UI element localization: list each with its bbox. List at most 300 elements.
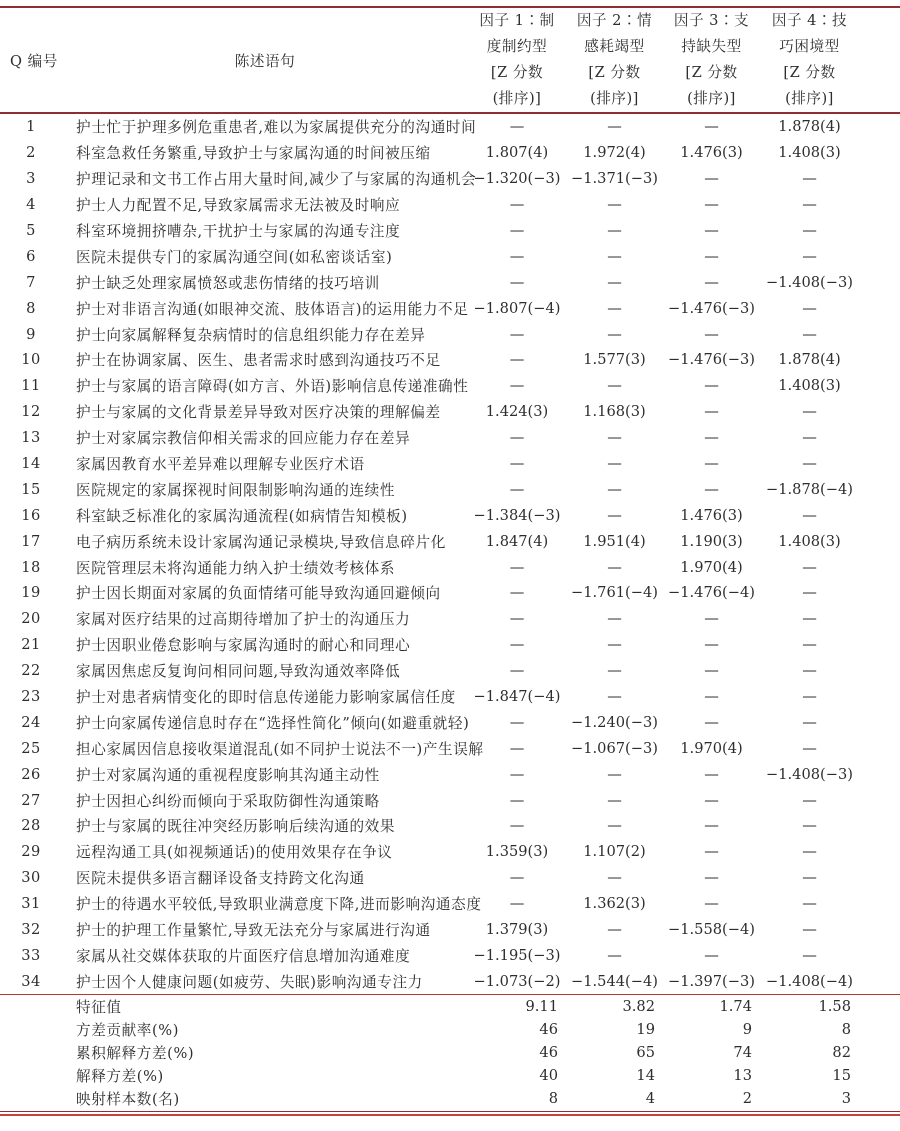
factor-2-value-cell: —	[607, 325, 622, 343]
factor-2-value-cell: —	[607, 480, 622, 498]
factor-1-value-cell: —	[509, 196, 525, 214]
q-number-cell: 10	[21, 351, 41, 369]
factor-1-value-cell: —	[509, 118, 525, 136]
table-row	[0, 813, 900, 839]
q-number-cell: 19	[21, 584, 41, 602]
factor-4-value-cell: —	[802, 843, 817, 861]
factor-3-value-cell: —	[704, 325, 719, 343]
spacer-cell	[859, 321, 900, 347]
factor-4-value-cell: −1.878(−4)	[766, 480, 853, 498]
spacer-cell	[859, 943, 900, 969]
table-row	[0, 761, 900, 787]
factor-4-value-cell: —	[802, 895, 817, 913]
factor-4-value-cell: −1.408(−4)	[766, 972, 853, 990]
factor-3-summary-cell: 1.74	[663, 995, 760, 1019]
statement-cell: 医院规定的家属探视时间限制影响沟通的连续性	[76, 481, 396, 499]
spacer-cell	[859, 295, 900, 321]
factor-4-column-header	[760, 8, 859, 113]
factor-4-value-cell: —	[802, 429, 817, 447]
factor-1-value-cell: —	[509, 558, 525, 576]
factor-2-value-cell: —	[607, 196, 622, 214]
factor-1-value-cell: −1.195(−3)	[473, 946, 561, 964]
spacer-cell	[859, 995, 900, 1019]
factor-4-value-cell: —	[802, 247, 817, 265]
q-number-cell: 1	[26, 118, 36, 136]
spacer-cell	[859, 425, 900, 451]
table-row	[0, 554, 900, 580]
factor-4-value-cell: −1.408(−3)	[766, 273, 853, 291]
factor-2-value-cell: −1.761(−4)	[571, 584, 658, 602]
factor-1-value-cell: −1.320(−3)	[473, 170, 561, 188]
factor-3-summary-cell: 9	[742, 1021, 752, 1039]
factor-2-value-cell: −1.544(−4)	[571, 972, 658, 990]
factor-1-value-cell: —	[509, 662, 525, 680]
factor-4-summary-cell: 82	[832, 1044, 851, 1062]
factor-4-summary-cell: 3	[841, 1090, 851, 1108]
factor-2-value-cell: 1.951(4)	[583, 532, 646, 550]
summary-row	[0, 1041, 900, 1064]
factor-3-value-cell: —	[704, 196, 719, 214]
q-number-cell: 7	[26, 273, 36, 291]
factor-3-value-cell: 1.476(3)	[680, 506, 743, 524]
table-row	[0, 839, 900, 865]
summary-label-cell: 特征值	[62, 995, 468, 1019]
table-row	[0, 425, 900, 451]
statement-cell: 家属因焦虑反复询问相同问题,导致沟通效率降低	[76, 663, 401, 681]
factor-1-value-cell: —	[509, 480, 525, 498]
q-number-cell: 17	[21, 532, 41, 550]
spacer-cell	[859, 1018, 900, 1041]
factor-4-value-cell: —	[802, 946, 817, 964]
spacer-cell	[859, 166, 900, 192]
statement-cell: 护士人力配置不足,导致家属需求无法被及时响应	[76, 197, 401, 215]
table-row	[0, 399, 900, 425]
factor-4-value-cell: 1.878(4)	[778, 351, 841, 369]
factor-4-value-cell: —	[802, 325, 817, 343]
q-number-cell: 15	[21, 480, 41, 498]
statement-cell: 护士因担心纠纷而倾向于采取防御性沟通策略	[76, 792, 380, 810]
factor-1-value-cell: —	[509, 584, 525, 602]
factor-header-line: 因子 2∶情	[576, 12, 653, 29]
factor-3-value-cell: —	[704, 429, 719, 447]
statement-cell: 科室环境拥挤嘈杂,干扰护士与家属的沟通专注度	[76, 223, 401, 240]
q-number-cell: 4	[26, 196, 36, 214]
factor-4-value-cell: —	[802, 636, 817, 654]
q-number-cell: 8	[26, 299, 36, 317]
spacer-cell	[859, 684, 900, 710]
spacer-cell	[859, 140, 900, 166]
factor-header-line: 因子 4∶技	[771, 12, 848, 29]
factor-4-value-cell: 1.408(3)	[778, 144, 841, 162]
table-row	[0, 606, 900, 632]
factor-4-value-cell: —	[802, 584, 817, 602]
factor-3-value-cell: —	[704, 480, 719, 498]
factor-1-value-cell: 1.424(3)	[485, 403, 549, 421]
statement-cell: 科室急救任务繁重,导致护士与家属沟通的时间被压缩	[76, 145, 431, 163]
factor-4-value-cell: 1.408(3)	[778, 377, 841, 395]
factor-2-value-cell: —	[607, 817, 622, 835]
factor-4-value-cell: —	[802, 610, 817, 628]
spacer-cell	[859, 735, 900, 761]
factor-1-value-cell: —	[509, 455, 525, 473]
q-number-cell: 3	[26, 170, 36, 188]
factor-3-value-cell: —	[704, 662, 719, 680]
table-bottom-double-rule	[0, 1111, 900, 1116]
factor-4-value-cell: —	[802, 455, 817, 473]
table-row	[0, 321, 900, 347]
spacer-cell	[859, 192, 900, 218]
statement-cell: 护士因职业倦怠影响与家属沟通时的耐心和同理心	[76, 637, 411, 655]
factor-1-value-cell: —	[509, 222, 525, 239]
header-row	[0, 8, 900, 113]
table-row	[0, 166, 900, 192]
spacer-cell	[859, 891, 900, 917]
spacer-cell	[859, 606, 900, 632]
q-number-cell: 5	[26, 222, 36, 239]
statement-cell: 护士因长期面对家属的负面情绪可能导致沟通回避倾向	[76, 585, 441, 603]
factor-4-value-cell: —	[802, 921, 817, 939]
factor-1-value-cell: —	[509, 869, 525, 887]
factor-2-value-cell: —	[607, 455, 622, 473]
statement-column-header: 陈述语句	[62, 8, 468, 113]
spacer-cell	[859, 632, 900, 658]
factor-1-value-cell: —	[509, 713, 525, 731]
factor-1-value-cell: —	[509, 429, 525, 447]
table-row	[0, 528, 900, 554]
statement-rows-section	[0, 113, 900, 995]
factor-1-summary-cell: 8	[548, 1090, 558, 1108]
factor-2-value-cell: —	[607, 869, 622, 887]
factor-header-line: (排序)]	[590, 90, 639, 107]
spacer-cell	[859, 1041, 900, 1064]
factor-3-value-cell: −1.476(−3)	[668, 299, 755, 317]
statement-cell: 护士因个人健康问题(如疲劳、失眠)影响沟通专注力	[76, 973, 423, 991]
q-number-cell: 12	[21, 403, 41, 421]
statement-cell: 护理记录和文书工作占用大量时间,减少了与家属的沟通机会	[76, 171, 477, 189]
factor-2-column-header	[566, 8, 663, 113]
factor-2-value-cell: —	[607, 921, 622, 939]
spacer-cell	[859, 476, 900, 502]
table-row	[0, 113, 900, 140]
factor-1-value-cell: —	[509, 636, 525, 654]
factor-4-value-cell: —	[802, 196, 817, 214]
factor-header-line: 巧困境型	[779, 38, 840, 55]
q-number-cell: 26	[21, 765, 41, 783]
table-row	[0, 476, 900, 502]
factor-2-summary-cell: 4	[645, 1090, 655, 1108]
factor-1-value-cell: —	[509, 273, 525, 291]
factor-3-value-cell: —	[704, 895, 719, 913]
table-row	[0, 632, 900, 658]
factor-2-value-cell: —	[607, 118, 622, 136]
factor-3-value-cell: —	[704, 273, 719, 291]
factor-2-value-cell: —	[607, 765, 622, 783]
factor-3-value-cell: 1.190(3)	[680, 532, 743, 550]
table-row	[0, 968, 900, 994]
factor-3-value-cell: —	[704, 222, 719, 239]
table-row	[0, 140, 900, 166]
factor-2-value-cell: 1.362(3)	[583, 895, 646, 913]
table-row	[0, 658, 900, 684]
spacer-cell	[859, 917, 900, 943]
statement-cell: 护士在协调家属、医生、患者需求时感到沟通技巧不足	[76, 352, 441, 370]
table-row	[0, 580, 900, 606]
factor-3-value-cell: 1.970(4)	[680, 739, 743, 757]
spacer-cell	[859, 787, 900, 813]
statement-cell: 护士与家属的文化背景差异导致对医疗决策的理解偏差	[76, 404, 441, 422]
summary-row	[0, 995, 900, 1019]
statement-cell: 护士对家属宗教信仰相关需求的回应能力存在差异	[76, 430, 411, 448]
factor-1-value-cell: −1.847(−4)	[473, 688, 561, 706]
factor-1-value-cell: —	[509, 817, 525, 835]
empty-q-cell	[0, 1018, 62, 1041]
factor-4-value-cell: —	[802, 299, 817, 317]
spacer-cell	[859, 1087, 900, 1110]
table-row	[0, 891, 900, 917]
factor-1-value-cell: 1.847(4)	[485, 532, 549, 550]
factor-header-line: [Z 分数	[783, 64, 836, 81]
table-row	[0, 917, 900, 943]
table-row	[0, 709, 900, 735]
empty-q-cell	[0, 1041, 62, 1064]
factor-header-line: (排序)]	[687, 90, 736, 107]
statement-cell: 护士向家属解释复杂病情时的信息组织能力存在差异	[76, 326, 426, 344]
factor-1-value-cell: 1.359(3)	[485, 843, 549, 861]
statement-cell: 护士对家属沟通的重视程度影响其沟通主动性	[76, 766, 380, 784]
factor-1-summary-cell: 40	[539, 1067, 558, 1085]
statement-cell: 护士对非语言沟通(如眼神交流、肢体语言)的运用能力不足	[76, 300, 469, 318]
factor-3-value-cell: —	[704, 843, 719, 861]
factor-3-value-cell: —	[704, 636, 719, 654]
factor-1-summary-cell: 46	[539, 1021, 558, 1039]
q-number-cell: 31	[21, 895, 41, 913]
q-number-cell: 11	[21, 377, 41, 395]
factor-header-line: (排序)]	[492, 90, 542, 107]
factor-2-summary-cell: 3.82	[566, 995, 663, 1019]
factor-4-value-cell: —	[802, 222, 817, 239]
factor-3-value-cell: —	[704, 765, 719, 783]
statement-cell: 医院未提供多语言翻译设备支持跨文化沟通	[76, 870, 365, 888]
spacer-cell	[859, 761, 900, 787]
factor-2-value-cell: 1.107(2)	[583, 843, 646, 861]
factor-2-summary-cell: 14	[636, 1067, 655, 1085]
factor-4-value-cell: —	[802, 403, 817, 421]
spacer-cell	[859, 1064, 900, 1087]
statement-cell: 护士与家属的语言障碍(如方言、外语)影响信息传递准确性	[76, 378, 469, 396]
spacer-cell	[859, 865, 900, 891]
factor-3-summary-cell: 2	[742, 1090, 752, 1108]
statement-cell: 护士向家属传递信息时存在“选择性简化”倾向(如避重就轻)	[76, 714, 470, 732]
factor-3-value-cell: 1.476(3)	[680, 144, 743, 162]
summary-label-cell: 方差贡献率(%)	[76, 1022, 180, 1040]
factor-2-value-cell: —	[607, 636, 622, 654]
factor-2-value-cell: —	[607, 610, 622, 628]
factor-3-value-cell: —	[704, 791, 719, 809]
factor-3-value-cell: —	[704, 403, 719, 421]
statement-cell: 护士的待遇水平较低,导致职业满意度下降,进而影响沟通态度	[76, 896, 482, 914]
factor-1-value-cell: —	[509, 325, 525, 343]
statement-cell: 科室缺乏标准化的家属沟通流程(如病情告知模板)	[76, 507, 408, 525]
factor-header-line: 感耗竭型	[584, 38, 645, 55]
spacer-cell	[859, 269, 900, 295]
table-row	[0, 502, 900, 528]
spacer-cell	[859, 813, 900, 839]
q-number-cell: 14	[21, 455, 41, 473]
table-row	[0, 192, 900, 218]
spacer-cell	[859, 709, 900, 735]
factor-4-summary-cell: 8	[841, 1021, 851, 1039]
summary-row	[0, 1018, 900, 1041]
factor-1-summary-cell: 46	[539, 1044, 558, 1062]
factor-4-value-cell: —	[802, 869, 817, 887]
factor-3-value-cell: —	[704, 455, 719, 473]
factor-2-value-cell: 1.168(3)	[583, 403, 646, 421]
factor-header-line: (排序)]	[785, 90, 834, 107]
empty-q-cell	[0, 995, 62, 1019]
table-row	[0, 295, 900, 321]
table-header	[0, 8, 900, 113]
factor-4-value-cell: —	[802, 739, 817, 757]
q-number-cell: 34	[21, 972, 41, 990]
statement-cell: 家属因教育水平差异难以理解专业医疗术语	[76, 456, 365, 474]
factor-4-value-cell: —	[802, 713, 817, 731]
factor-4-value-cell: —	[802, 662, 817, 680]
factor-3-value-cell: —	[704, 377, 719, 395]
factor-1-value-cell: −1.807(−4)	[473, 299, 561, 317]
factor-4-value-cell: —	[802, 688, 817, 706]
factor-2-value-cell: —	[607, 946, 622, 964]
q-number-cell: 25	[21, 739, 41, 757]
q-number-cell: 24	[21, 713, 41, 731]
spacer-cell	[859, 554, 900, 580]
factor-3-summary-cell: 13	[733, 1067, 752, 1085]
table-row	[0, 269, 900, 295]
q-number-cell: 23	[21, 688, 41, 706]
factor-2-value-cell: —	[607, 662, 622, 680]
factor-2-value-cell: —	[607, 222, 622, 239]
factor-3-value-cell: —	[704, 688, 719, 706]
q-number-cell: 29	[21, 843, 41, 861]
factor-1-value-cell: —	[509, 895, 525, 913]
factor-2-value-cell: —	[607, 688, 622, 706]
factor-2-value-cell: —	[607, 429, 622, 447]
factor-2-value-cell: 1.577(3)	[583, 351, 646, 369]
table-row	[0, 684, 900, 710]
summary-label-cell: 映射样本数(名)	[76, 1091, 180, 1109]
factor-3-value-cell: —	[704, 946, 719, 964]
table-row	[0, 218, 900, 244]
spacer-cell	[859, 528, 900, 554]
factor-4-value-cell: —	[802, 506, 817, 524]
factor-4-value-cell: —	[802, 170, 817, 188]
summary-row	[0, 1087, 900, 1110]
factor-3-value-cell: —	[704, 247, 719, 265]
table-row	[0, 943, 900, 969]
table-row	[0, 243, 900, 269]
factor-2-value-cell: —	[607, 377, 622, 395]
factor-header-line: 度制约型	[486, 38, 548, 55]
factor-3-value-cell: −1.397(−3)	[668, 972, 755, 990]
q-number-cell: 9	[26, 325, 36, 343]
statement-cell: 担心家属因信息接收渠道混乱(如不同护士说法不一)产生误解	[76, 740, 484, 758]
factor-4-value-cell: —	[802, 817, 817, 835]
factor-1-value-cell: 1.807(4)	[485, 144, 549, 162]
q-factor-analysis-table	[0, 8, 900, 1110]
empty-q-cell	[0, 1064, 62, 1087]
factor-1-value-cell: —	[509, 351, 525, 369]
factor-3-value-cell: —	[704, 713, 719, 731]
table-row	[0, 735, 900, 761]
factor-3-value-cell: 1.970(4)	[680, 558, 743, 576]
empty-q-cell	[0, 1087, 62, 1110]
factor-2-value-cell: 1.972(4)	[583, 144, 646, 162]
q-number-cell: 18	[21, 558, 41, 576]
factor-1-value-cell: —	[509, 791, 525, 809]
statement-cell: 护士缺乏处理家属愤怒或悲伤情绪的技巧培训	[76, 274, 380, 292]
statement-cell: 护士忙于护理多例危重患者,难以为家属提供充分的沟通时间	[76, 119, 477, 137]
factor-3-value-cell: —	[704, 170, 719, 188]
q-number-cell: 6	[26, 247, 36, 265]
factor-1-value-cell: —	[509, 739, 525, 757]
spacer-cell	[859, 658, 900, 684]
spacer-cell	[859, 243, 900, 269]
summary-rows-section	[0, 995, 900, 1111]
factor-2-summary-cell: 65	[636, 1044, 655, 1062]
statement-cell: 护士对患者病情变化的即时信息传递能力影响家属信任度	[76, 689, 456, 707]
spacer-cell	[859, 113, 900, 140]
factor-1-value-cell: —	[509, 765, 525, 783]
factor-4-summary-cell: 1.58	[760, 995, 859, 1019]
table-row	[0, 347, 900, 373]
summary-row	[0, 1064, 900, 1087]
factor-1-value-cell: —	[509, 610, 525, 628]
factor-4-value-cell: —	[802, 558, 817, 576]
summary-label-cell: 解释方差(%)	[76, 1068, 164, 1086]
factor-3-value-cell: —	[704, 869, 719, 887]
q-number-cell: 16	[21, 506, 41, 524]
statement-cell: 护士的护理工作量繁忙,导致无法充分与家属进行沟通	[76, 922, 431, 940]
factor-1-value-cell: −1.384(−3)	[473, 506, 561, 524]
spacer-cell	[859, 968, 900, 994]
factor-2-summary-cell: 19	[636, 1021, 655, 1039]
statement-cell: 家属从社交媒体获取的片面医疗信息增加沟通难度	[76, 947, 411, 965]
statement-cell: 家属对医疗结果的过高期待增加了护士的沟通压力	[76, 611, 411, 629]
factor-1-value-cell: 1.379(3)	[485, 921, 549, 939]
factor-4-value-cell: 1.878(4)	[778, 118, 841, 136]
q-number-cell: 33	[21, 946, 41, 964]
factor-3-value-cell: —	[704, 610, 719, 628]
spacer-cell	[859, 451, 900, 477]
q-number-column-header: Q 编号	[0, 8, 62, 113]
factor-2-value-cell: —	[607, 299, 622, 317]
factor-header-line: 持缺失型	[681, 38, 742, 55]
statement-cell: 电子病历系统未设计家属沟通记录模块,导致信息碎片化	[76, 533, 446, 551]
q-number-cell: 22	[21, 662, 41, 680]
spacer-cell	[859, 502, 900, 528]
factor-1-value-cell: −1.073(−2)	[473, 972, 561, 990]
factor-4-summary-cell: 15	[832, 1067, 851, 1085]
factor-3-column-header	[663, 8, 760, 113]
factor-3-summary-cell: 74	[733, 1044, 752, 1062]
factor-3-value-cell: −1.476(−3)	[668, 351, 755, 369]
factor-4-value-cell: 1.408(3)	[778, 532, 841, 550]
spacer-cell	[859, 580, 900, 606]
table-row	[0, 373, 900, 399]
statement-cell: 医院未提供专门的家属沟通空间(如私密谈话室)	[76, 248, 393, 266]
spacer-cell	[859, 839, 900, 865]
factor-2-value-cell: −1.371(−3)	[571, 170, 658, 188]
spacer-cell	[859, 399, 900, 425]
